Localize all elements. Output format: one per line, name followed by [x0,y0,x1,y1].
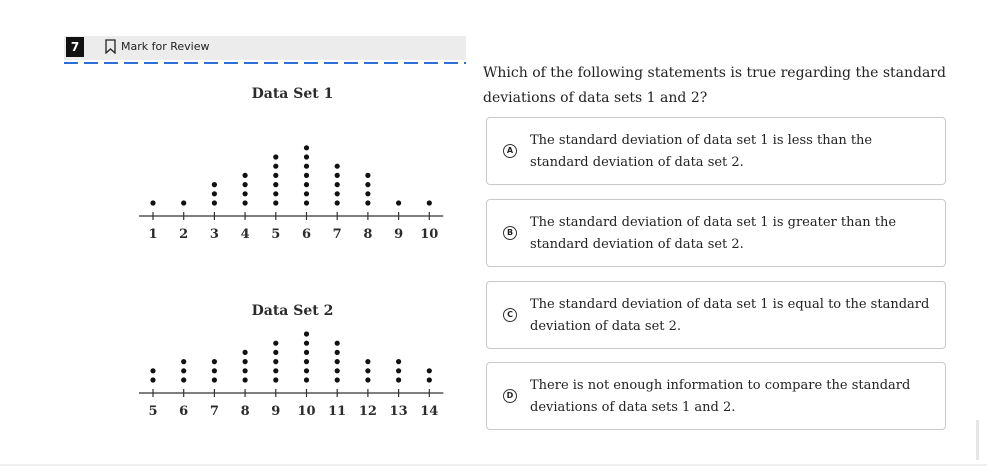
tick-label: 7 [209,404,219,419]
choice-d[interactable] [486,362,946,430]
data-dot [212,359,217,364]
choice-letter-d: D [503,389,517,403]
choice-letter-a: A [503,144,517,158]
data-dot [273,377,278,382]
tick-label: 1 [148,227,158,242]
data-dot [243,182,248,187]
data-dot [304,341,309,346]
data-dot [273,350,278,355]
tick-label: 9 [394,227,404,242]
bookmark-icon[interactable] [105,39,116,54]
data-dot [243,350,248,355]
data-dot [335,173,340,178]
choice-text-d: There is not enough information to compare the standard deviations of data sets 1 and 2. [530,378,911,415]
data-dot [335,350,340,355]
data-dot [273,200,278,205]
data-dot [273,182,278,187]
plot-title-set-1: Data Set 1 [251,86,334,102]
data-dot [304,154,309,159]
data-dot [150,200,155,205]
data-dot [365,173,370,178]
tick-label: 4 [240,227,250,242]
data-dot [243,377,248,382]
choice-text-a: The standard deviation of data set 1 is less than the standard deviation of data set 2. [530,133,873,170]
data-dot [396,368,401,373]
question-text: Which of the following statements is true regarding the standard deviations of data sets 1 and 2? [483,65,946,106]
choice-letter-c: C [503,308,517,322]
dot-plot-set-1 [130,108,455,268]
data-dot [273,164,278,169]
tick-label: 7 [332,227,342,242]
mark-for-review-label[interactable]: Mark for Review [121,40,210,53]
data-dot [304,377,309,382]
data-dot [212,182,217,187]
data-dot [243,200,248,205]
data-dot [243,359,248,364]
tick-label: 12 [358,404,377,419]
data-dot [396,377,401,382]
data-dot [335,341,340,346]
tick-label: 10 [297,404,316,419]
choice-text-b: The standard deviation of data set 1 is greater than the standard deviation of data set 2. [530,215,897,252]
data-dot [304,145,309,150]
data-dot [304,191,309,196]
data-dot [304,331,309,336]
data-dot [396,200,401,205]
choice-letter-b: B [503,226,517,240]
data-dot [273,359,278,364]
data-dot [365,377,370,382]
data-dot [335,200,340,205]
choice-c[interactable] [486,281,946,349]
data-dot [427,200,432,205]
data-dot [365,191,370,196]
tick-label: 6 [301,227,312,242]
data-dot [304,350,309,355]
choice-b[interactable] [486,199,946,267]
data-dot [243,191,248,196]
data-dot [427,377,432,382]
data-dot [335,164,340,169]
data-dot [273,154,278,159]
data-dot [150,377,155,382]
data-dot [335,368,340,373]
choice-text-c: The standard deviation of data set 1 is equal to the standard deviation of data set 2. [530,297,930,334]
data-dot [181,377,186,382]
scrollbar[interactable] [976,420,979,460]
tick-label: 9 [271,404,281,419]
data-dot [335,191,340,196]
data-dot [335,359,340,364]
data-dot [304,359,309,364]
data-dot [365,200,370,205]
data-dot [181,368,186,373]
data-dot [243,368,248,373]
data-dot [427,368,432,373]
tick-label: 11 [328,404,347,419]
data-dot [365,359,370,364]
data-dot [335,182,340,187]
data-dot [365,368,370,373]
tick-label: 13 [389,404,408,419]
data-dot [273,368,278,373]
tick-label: 6 [179,404,189,419]
data-dot [304,164,309,169]
data-dot [273,173,278,178]
plot-title-set-2: Data Set 2 [251,303,334,319]
data-dot [212,377,217,382]
choice-a[interactable] [486,117,946,185]
tick-label: 10 [420,227,439,242]
dot-plot-set-2 [130,285,455,445]
data-dot [243,173,248,178]
tick-label: 8 [240,404,250,419]
data-dot [365,182,370,187]
tick-label: 8 [363,227,373,242]
data-dot [304,173,309,178]
data-dot [335,377,340,382]
data-dot [212,368,217,373]
data-dot [212,191,217,196]
data-dot [304,368,309,373]
bottom-divider [0,464,987,466]
tick-label: 2 [179,227,189,242]
tick-label: 3 [209,227,219,242]
question-header [64,36,466,60]
tick-label: 5 [271,227,281,242]
header-divider [64,62,466,64]
data-dot [181,200,186,205]
tick-label: 5 [148,404,158,419]
data-dot [273,341,278,346]
question-number: 7 [66,37,84,57]
tick-label: 14 [420,404,439,419]
data-dot [396,359,401,364]
data-dot [304,182,309,187]
data-dot [181,359,186,364]
data-dot [212,200,217,205]
data-dot [273,191,278,196]
data-dot [150,368,155,373]
data-dot [304,200,309,205]
